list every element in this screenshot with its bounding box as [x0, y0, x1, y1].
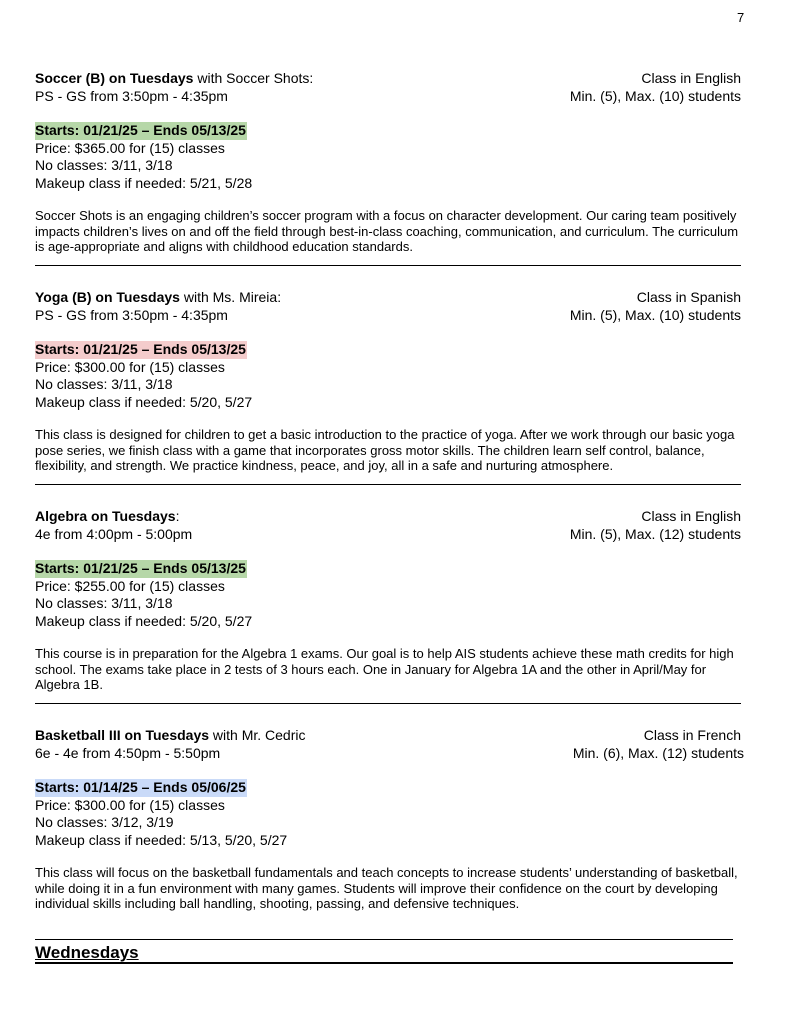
class-makeup: Makeup class if needed: 5/13, 5/20, 5/27: [35, 831, 288, 848]
class-capacity: Min. (5), Max. (10) students: [569, 306, 741, 323]
class-title-bold: Basketball III on Tuesdays: [35, 727, 210, 743]
class-title: [35, 70, 313, 88]
class-grades-time: 4e from 4:00pm - 5:00pm: [35, 525, 193, 542]
class-header-row: [35, 289, 741, 307]
class-header-row: [35, 70, 741, 88]
class-no-classes: No classes: 3/11, 3/18: [35, 157, 173, 173]
class-price: Price: $255.00 for (15) classes: [35, 577, 225, 594]
class-dates-highlight: Starts: 01/21/25 – Ends 05/13/25: [35, 341, 246, 357]
class-title-rest: with Soccer Shots:: [193, 70, 314, 86]
class-section-algebra: [35, 508, 741, 704]
class-language: Class in English: [641, 70, 741, 86]
class-title-rest: with Ms. Mireia:: [179, 289, 282, 305]
class-no-classes: No classes: 3/12, 3/19: [35, 814, 174, 830]
section-divider: [35, 265, 741, 266]
class-dates-highlight: Starts: 01/21/25 – Ends 05/13/25: [35, 122, 246, 138]
class-language: Class in Spanish: [636, 289, 741, 305]
day-heading: Wednesdays: [35, 943, 139, 962]
class-makeup: Makeup class if needed: 5/20, 5/27: [35, 612, 253, 629]
class-grades-time: PS - GS from 3:50pm - 4:35pm: [35, 87, 228, 104]
class-dates-highlight: Starts: 01/14/25 – Ends 05/06/25: [35, 779, 246, 795]
class-description: Soccer Shots is an engaging children’s soccer program with a focus on character development. Our caring team positively impacts children’s lives on and off the field through best-in-class coaching, communication, and curriculum. The curriculum is age-appropriate and aligns with childhood education standards.: [35, 208, 739, 255]
class-title: [35, 727, 306, 745]
class-schedule-row: [35, 88, 741, 106]
class-price: Price: $365.00 for (15) classes: [35, 139, 225, 156]
day-heading-block: [35, 939, 733, 964]
class-title: [35, 508, 179, 526]
class-makeup: Makeup class if needed: 5/20, 5/27: [35, 393, 253, 410]
class-title: [35, 289, 281, 307]
class-section-soccer: [35, 70, 741, 266]
class-title-rest: :: [175, 508, 180, 524]
class-makeup: Makeup class if needed: 5/21, 5/28: [35, 174, 253, 191]
class-description: This class will focus on the basketball fundamentals and teach concepts to increase students’ understanding of basketball, while doing it in a fun environment with many games. Students will improve their confidence on the court by developing individual skills including ball handling, shooting, passing, and defensive techniques.: [35, 865, 738, 912]
class-grades-time: 6e - 4e from 4:50pm - 5:50pm: [35, 744, 221, 761]
class-no-classes: No classes: 3/11, 3/18: [35, 376, 173, 392]
class-no-classes: No classes: 3/11, 3/18: [35, 595, 173, 611]
class-section-yoga: [35, 289, 741, 485]
class-schedule-row: [35, 526, 741, 544]
class-description: This course is in preparation for the Algebra 1 exams. Our goal is to help AIS students achieve these math credits for high school. The exams take place in 2 tests of 3 hours each. One in January for Algebra 1A and the other in April/May for Algebra 1B.: [35, 646, 734, 693]
class-section-basketball: [35, 727, 744, 912]
class-description: This class is designed for children to get a basic introduction to the practice of yoga. After we work through our basic yoga pose series, we finish class with a game that incorporates gross motor skills. The children learn self control, balance, flexibility, and strength. We practice kindness, peace, and joy, all in a safe and nurturing atmosphere.: [35, 427, 735, 474]
class-dates-highlight: Starts: 01/21/25 – Ends 05/13/25: [35, 560, 246, 576]
section-divider: [35, 703, 741, 704]
class-title-rest: with Mr. Cedric: [209, 727, 306, 743]
class-price: Price: $300.00 for (15) classes: [35, 796, 225, 813]
section-divider: [35, 484, 741, 485]
class-title-bold: Yoga (B) on Tuesdays: [35, 289, 180, 305]
page-number: 7: [737, 10, 745, 25]
class-capacity: Min. (5), Max. (12) students: [569, 525, 741, 542]
class-capacity: Min. (6), Max. (12) students: [572, 744, 744, 761]
class-schedule-row: [35, 307, 741, 325]
class-title-bold: Algebra on Tuesdays: [35, 508, 176, 524]
class-header-row: [35, 508, 741, 526]
class-price: Price: $300.00 for (15) classes: [35, 358, 225, 375]
class-language: Class in French: [643, 727, 741, 743]
class-title-bold: Soccer (B) on Tuesdays: [35, 70, 194, 86]
class-capacity: Min. (5), Max. (10) students: [569, 87, 741, 104]
class-header-row: [35, 727, 744, 745]
class-grades-time: PS - GS from 3:50pm - 4:35pm: [35, 306, 228, 323]
class-schedule-row: [35, 745, 744, 763]
class-language: Class in English: [641, 508, 741, 524]
